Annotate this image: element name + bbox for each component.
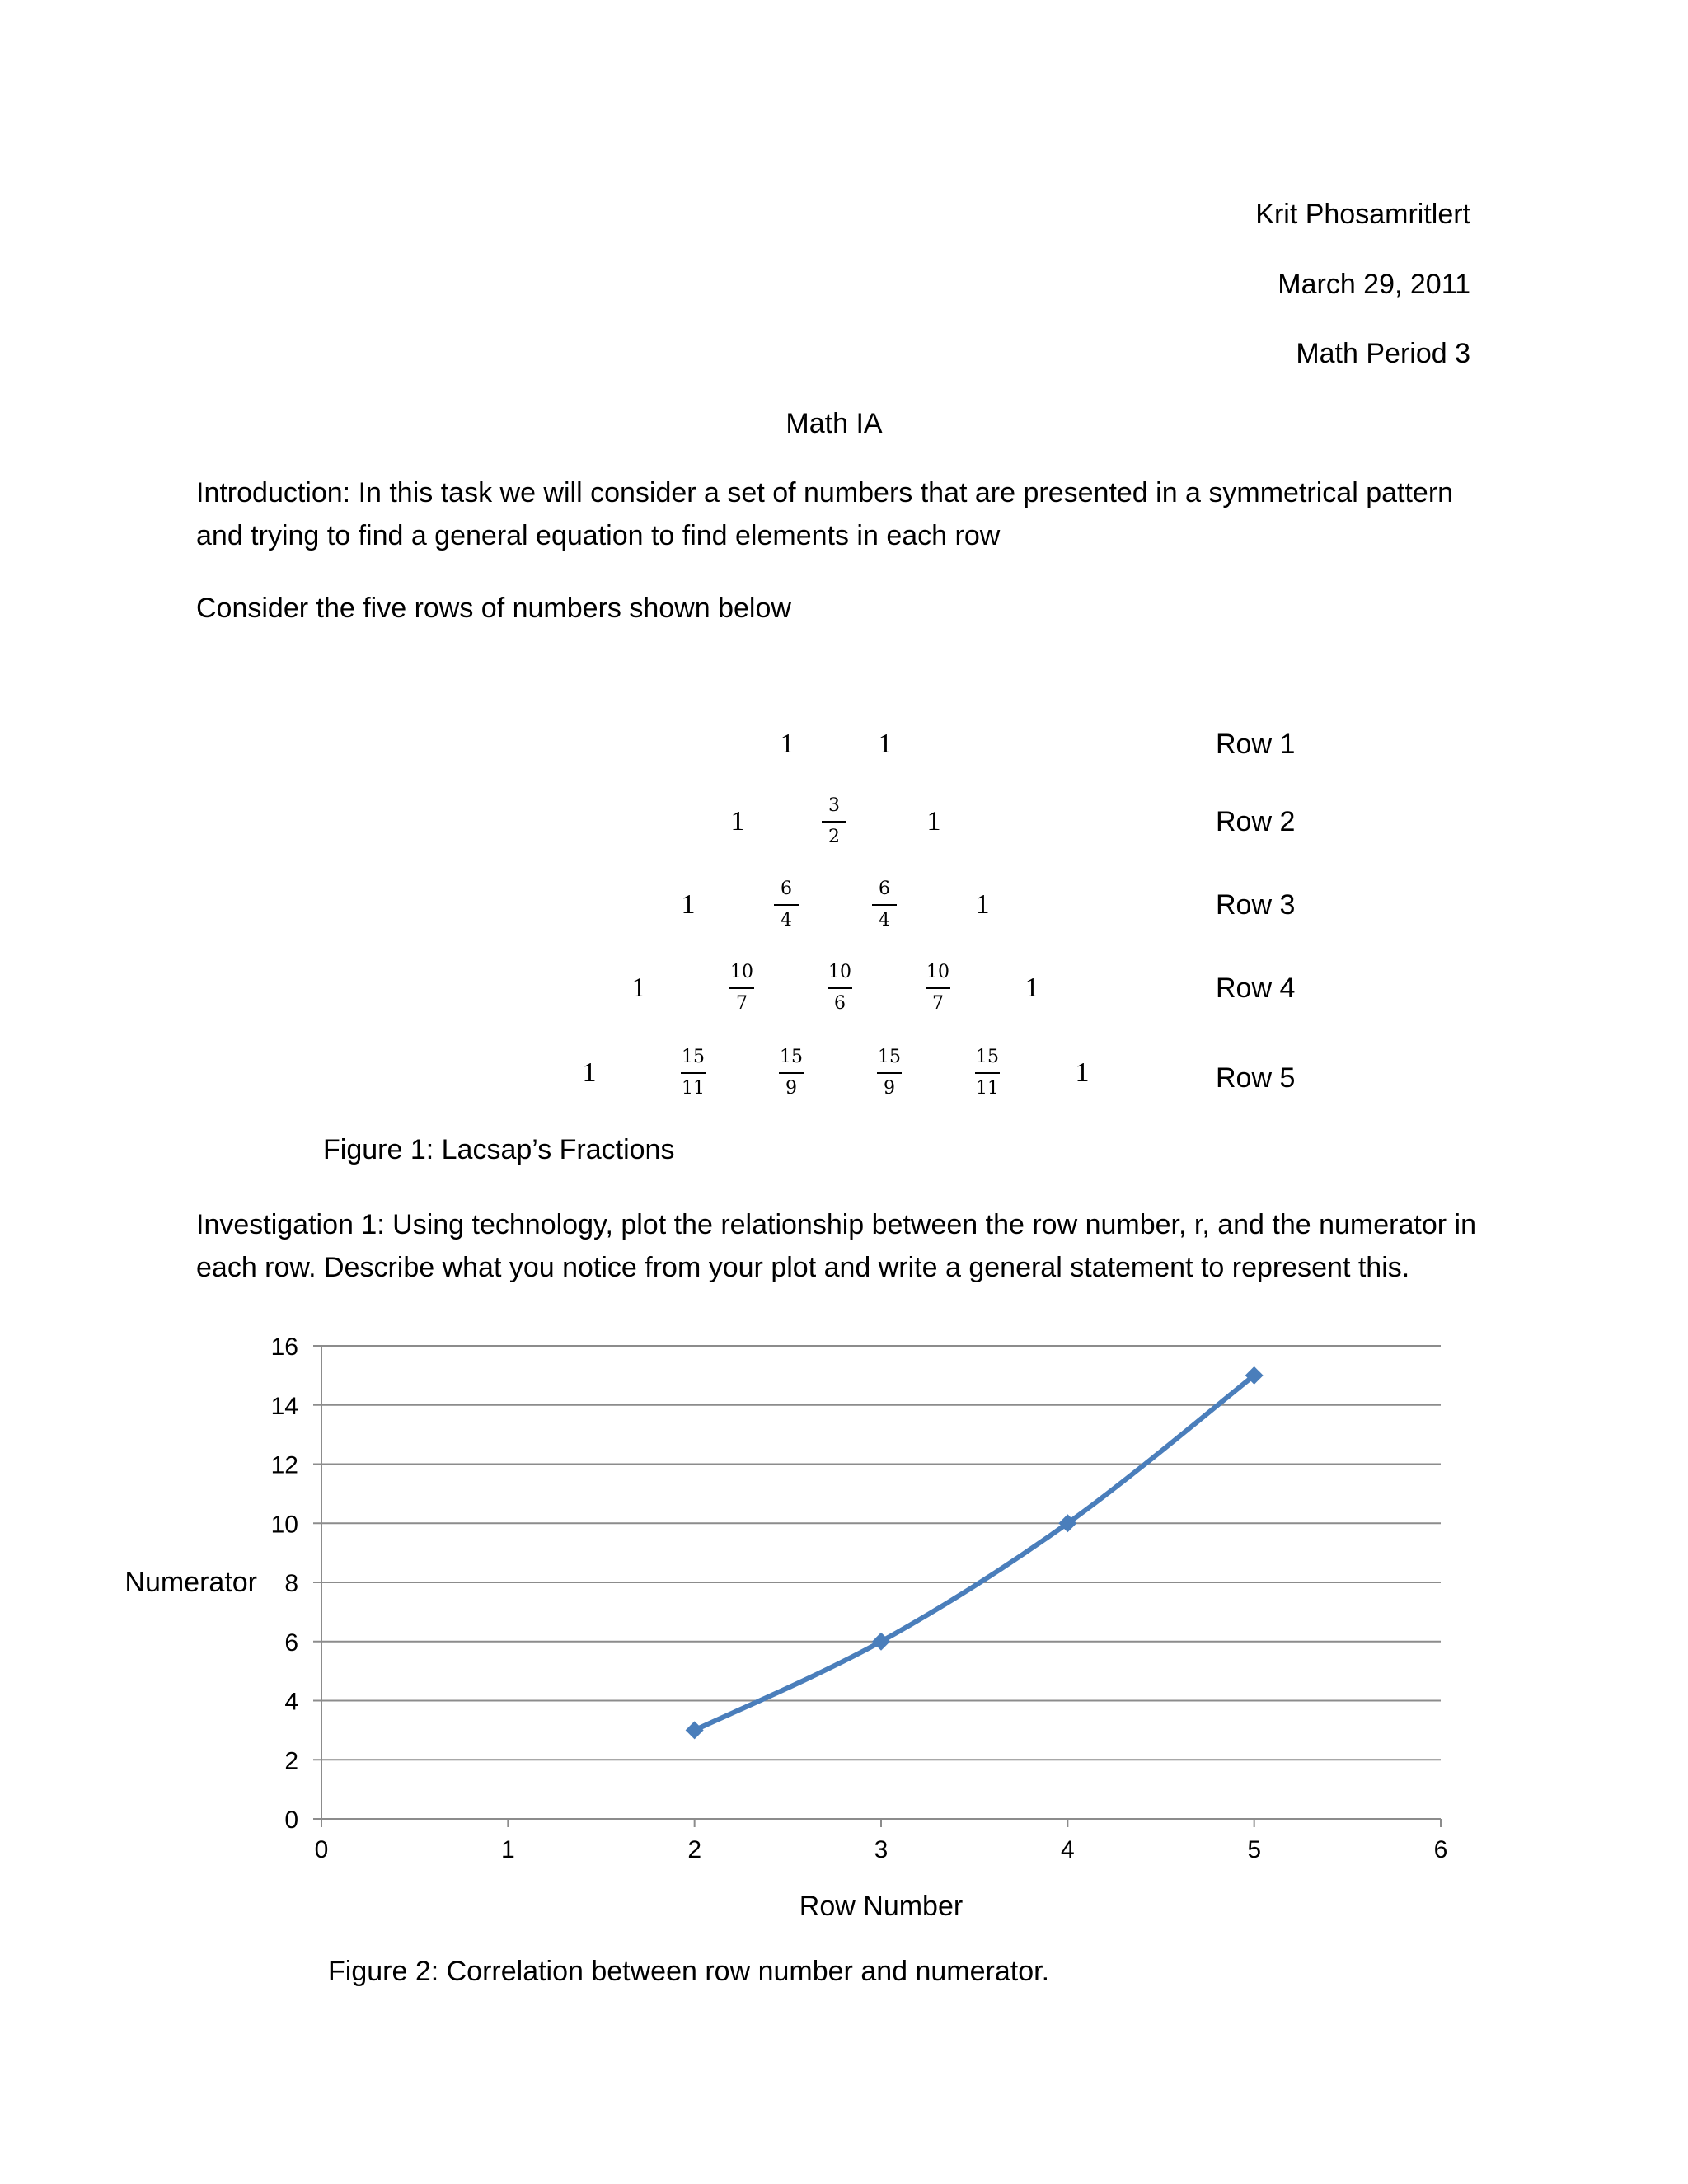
fraction — [681, 1047, 706, 1099]
fraction-bar — [681, 1072, 706, 1074]
introduction-paragraph: Introduction: In this task we will consider a set of numbers that are presented in a symmetrical pattern and trying to find a general equation to find elements in each row — [196, 477, 1454, 551]
fraction-numerator: 10 — [730, 962, 753, 982]
fraction-numerator: 10 — [828, 962, 851, 982]
fraction-denominator: 9 — [884, 1078, 895, 1099]
date: March 29, 2011 — [1278, 269, 1470, 300]
fraction-denominator: 4 — [879, 910, 890, 930]
fraction-denominator: 7 — [932, 993, 944, 1014]
data-point — [686, 1721, 704, 1739]
x-tick-label: 3 — [874, 1836, 889, 1863]
fraction-numerator: 10 — [926, 962, 950, 982]
triangle-one: 1 — [1075, 1057, 1090, 1088]
fraction-numerator: 15 — [976, 1047, 999, 1067]
course-period: Math Period 3 — [1296, 338, 1470, 369]
fraction — [828, 962, 852, 1015]
y-tick-label: 10 — [270, 1511, 298, 1539]
fraction-numerator: 6 — [879, 879, 890, 899]
fraction — [729, 962, 754, 1015]
y-tick-label: 12 — [270, 1451, 298, 1479]
x-axis-label: Row Number — [799, 1891, 964, 1922]
y-tick-label: 0 — [284, 1807, 298, 1834]
y-tick-label: 2 — [284, 1747, 298, 1775]
figure1-caption: Figure 1: Lacsap’s Fractions — [323, 1134, 675, 1165]
fraction — [877, 1047, 902, 1099]
fraction — [822, 795, 846, 848]
fraction — [872, 879, 897, 931]
triangle-one: 1 — [1025, 972, 1039, 1003]
fraction-bar — [975, 1072, 1000, 1074]
y-axis-label: Numerator — [124, 1567, 257, 1598]
fraction-bar — [774, 904, 799, 906]
fraction-bar — [877, 1072, 902, 1074]
fraction-numerator: 3 — [828, 795, 840, 816]
triangle-one: 1 — [681, 889, 696, 920]
y-tick-label: 4 — [284, 1688, 298, 1716]
y-tick-label: 8 — [284, 1570, 298, 1597]
numerator-chart — [0, 1302, 1688, 1986]
fraction — [774, 879, 799, 931]
row-label-3: Row 3 — [1216, 889, 1296, 921]
investigation1-paragraph: Investigation 1: Using technology, plot the relationship between the row number, r, and the numerator in each row. Describe what you notice from your plot and write a general statement to represent this. — [196, 1209, 1476, 1283]
fraction-denominator: 2 — [828, 827, 840, 847]
x-tick-label: 5 — [1247, 1836, 1262, 1863]
row-label-2: Row 2 — [1216, 806, 1296, 837]
x-tick-label: 6 — [1433, 1836, 1448, 1863]
row-label-4: Row 4 — [1216, 972, 1296, 1004]
triangle-one: 1 — [631, 972, 646, 1003]
triangle-one: 1 — [730, 806, 745, 837]
fraction-denominator: 7 — [736, 993, 748, 1014]
fraction — [975, 1047, 1000, 1099]
consider-paragraph: Consider the five rows of numbers shown below — [196, 593, 791, 624]
fraction — [926, 962, 950, 1015]
fraction-bar — [729, 987, 754, 989]
fraction-bar — [828, 987, 852, 989]
series-line — [695, 1376, 1254, 1731]
triangle-one: 1 — [582, 1057, 597, 1088]
row-label-5: Row 5 — [1216, 1062, 1296, 1094]
author-name: Krit Phosamritlert — [1255, 199, 1470, 230]
y-tick-label: 14 — [270, 1392, 298, 1420]
figure2-caption: Figure 2: Correlation between row number and numerator. — [328, 1956, 1050, 1987]
fraction-numerator: 6 — [781, 879, 792, 899]
fraction-denominator: 11 — [682, 1078, 705, 1099]
fraction-bar — [822, 821, 846, 823]
page-title: Math IA — [785, 408, 883, 439]
y-tick-label: 16 — [270, 1333, 298, 1361]
x-tick-label: 2 — [687, 1836, 702, 1863]
triangle-one: 1 — [926, 806, 941, 837]
fraction-numerator: 15 — [682, 1047, 705, 1067]
fraction — [779, 1047, 804, 1099]
fraction-bar — [779, 1072, 804, 1074]
fraction-numerator: 15 — [878, 1047, 901, 1067]
fraction-denominator: 11 — [976, 1078, 999, 1099]
x-tick-label: 1 — [500, 1836, 515, 1863]
fraction-bar — [872, 904, 897, 906]
triangle-one: 1 — [780, 729, 795, 759]
triangle-one: 1 — [975, 889, 990, 920]
fraction-denominator: 9 — [785, 1078, 797, 1099]
x-tick-label: 4 — [1060, 1836, 1075, 1863]
triangle-one: 1 — [878, 729, 893, 759]
row-label-1: Row 1 — [1216, 729, 1296, 760]
fraction-denominator: 4 — [781, 910, 792, 930]
y-tick-label: 6 — [284, 1629, 298, 1657]
fraction-numerator: 15 — [780, 1047, 803, 1067]
fraction-denominator: 6 — [834, 993, 846, 1014]
x-tick-label: 0 — [314, 1836, 329, 1863]
fraction-bar — [926, 987, 950, 989]
